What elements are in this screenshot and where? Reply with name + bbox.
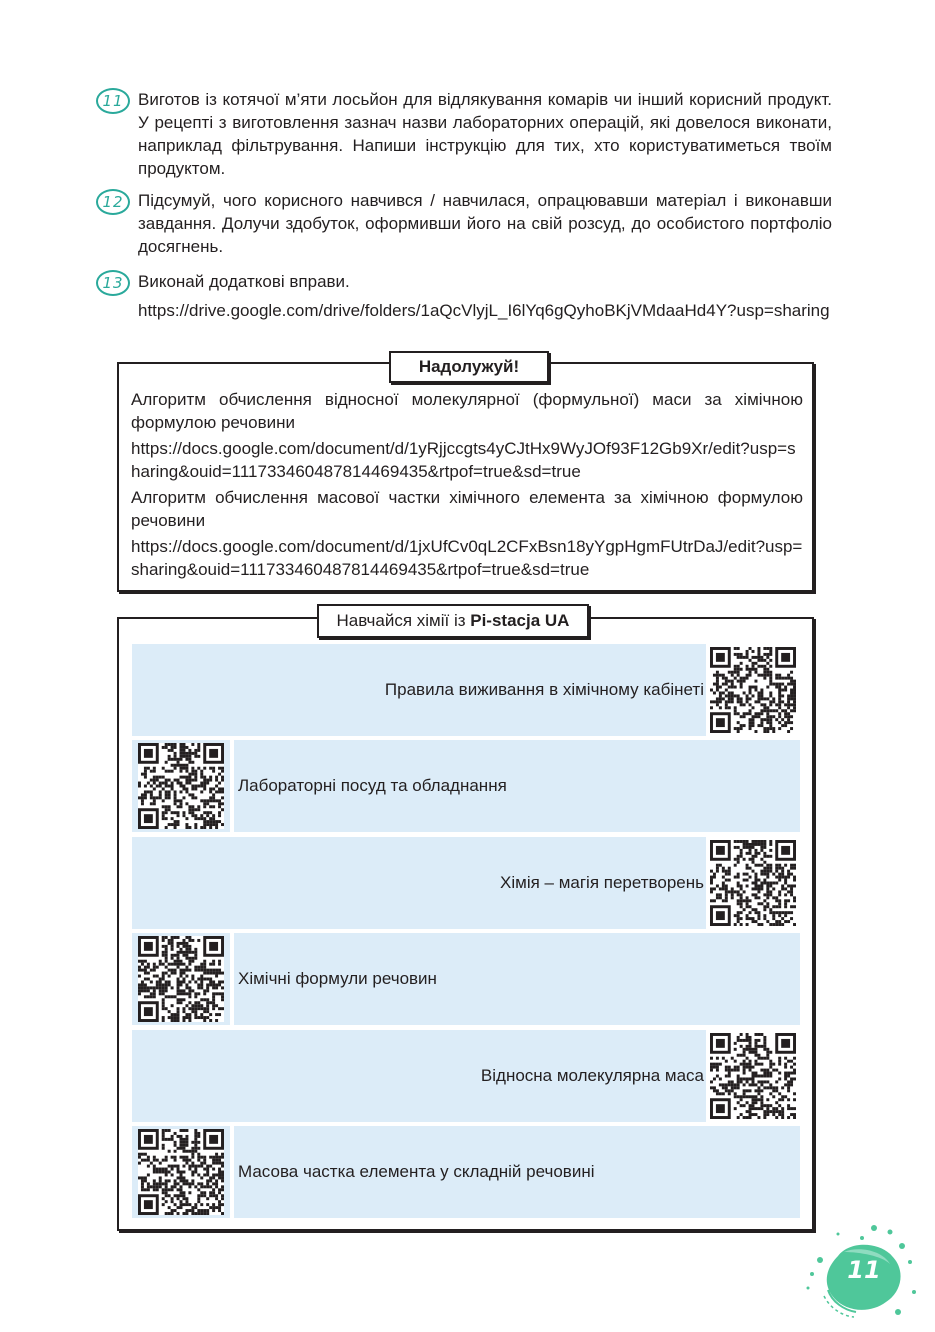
video-row[interactable] xyxy=(132,933,800,1025)
video-row[interactable] xyxy=(132,644,800,736)
task-13 xyxy=(96,270,836,346)
qr-code-icon[interactable] xyxy=(132,933,230,1025)
task-number-badge: 11 xyxy=(96,88,130,114)
exercise-link[interactable]: https://drive.google.com/drive/folders/1aQcVlyjL_I6lYq6gQyhoBKjVMdaaHd4Y?usp=sharing xyxy=(138,301,830,320)
task-text: Виготов із котячої м’яти лосьйон для відлякування комарів чи інший корисний продукт. У рецепті з виготовлення зазнач назви лабораторних операцій, які довелося виконати, наприклад фільтрування. Напиши інструкцію для тих, хто користуватиметься твоїм продуктом. xyxy=(138,90,832,178)
qr-code-icon[interactable] xyxy=(706,837,800,929)
task-12 xyxy=(96,189,836,259)
catch-up-title: Надолужуй! xyxy=(389,351,549,383)
task-text: Виконай додаткові вправи. xyxy=(138,272,350,291)
video-label[interactable]: Масова частка елемента у складній речовині xyxy=(234,1126,800,1218)
video-row[interactable] xyxy=(132,740,800,832)
page-number: 11 xyxy=(847,1256,881,1284)
catch-up-box xyxy=(117,357,814,592)
task-text: Підсумуй, чого корисного навчився / навчилася, опрацювавши матеріал і виконавши завдання. Долучи здобуток, оформивши його на свій розсуд, до особистого портфоліо досягнень. xyxy=(138,191,832,256)
qr-code-icon[interactable] xyxy=(706,1030,800,1122)
algorithm-link[interactable]: https://docs.google.com/document/d/1jxUfCv0qL2CFxBsn18yYgpHgmFUtrDaJ/edit?usp=sharing&ouid=111733460487814469435&rtpof=true&sd=true xyxy=(131,537,803,579)
video-label[interactable]: Відносна молекулярна маса xyxy=(132,1030,706,1122)
video-row[interactable] xyxy=(132,1030,800,1122)
task-11 xyxy=(96,88,836,178)
video-row[interactable] xyxy=(132,1126,800,1218)
qr-code-icon[interactable] xyxy=(132,1126,230,1218)
task-number-badge: 12 xyxy=(96,189,130,215)
video-label[interactable]: Лабораторні посуд та обладнання xyxy=(234,740,800,832)
catch-up-body xyxy=(131,388,803,584)
qr-code-icon[interactable] xyxy=(132,740,230,832)
video-label[interactable]: Хімічні формули речовин xyxy=(234,933,800,1025)
task-number-badge: 13 xyxy=(96,270,130,296)
video-row[interactable] xyxy=(132,837,800,929)
algorithm-title: Алгоритм обчислення відносної молекулярної (формульної) маси за хімічною формулою речовини xyxy=(131,390,803,432)
algorithm-title: Алгоритм обчислення масової частки хімічного елемента за хімічною формулою речовини xyxy=(131,488,803,530)
algorithm-link[interactable]: https://docs.google.com/document/d/1yRjjccgts4yCJtHx9WyJOf93F12Gb9Xr/edit?usp=sharing&ouid=111733460487814469435&rtpof=true&sd=true xyxy=(131,439,796,481)
video-label[interactable]: Правила виживання в хімічному кабінеті xyxy=(132,644,706,736)
learn-title xyxy=(317,604,589,638)
learn-title-prefix: Навчайся хімії із xyxy=(336,611,471,630)
learn-title-brand: Pi-stacja UA xyxy=(470,611,570,630)
learn-box xyxy=(117,611,814,1231)
qr-code-icon[interactable] xyxy=(706,644,800,736)
video-label[interactable]: Хімія – магія перетворень xyxy=(132,837,706,929)
